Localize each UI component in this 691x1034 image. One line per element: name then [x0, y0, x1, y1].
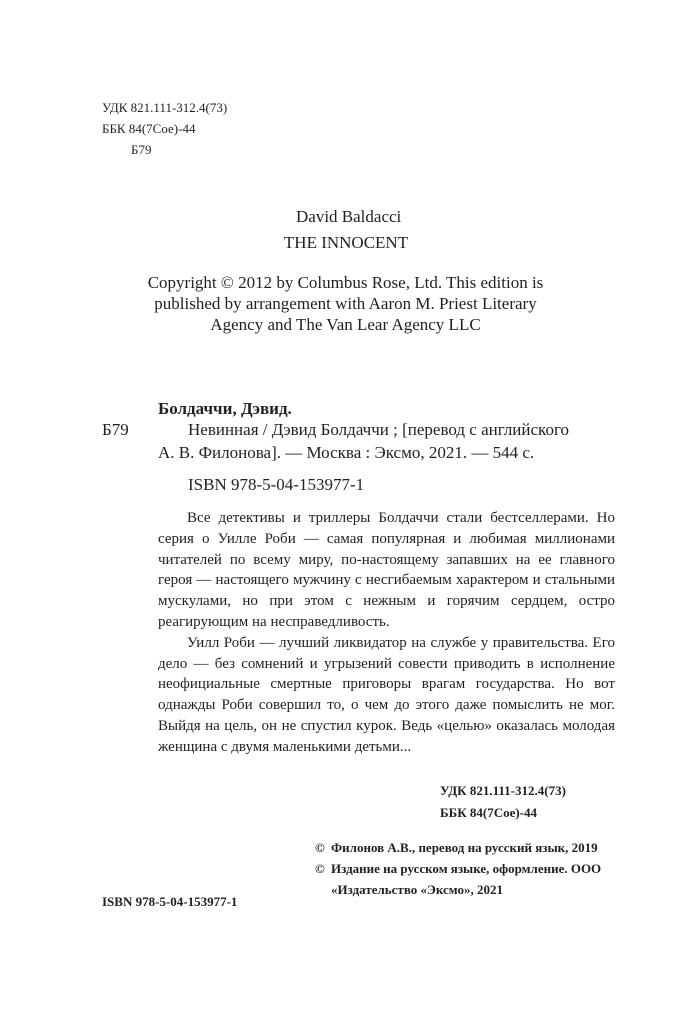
classification-codes-right — [440, 780, 566, 823]
annotation-paragraph: Уилл Роби — лучший ликвидатор на службе у правительства. Его дело — без сомнений и угрызений совести приводить в исполнение неофициальные смертные приговоры врагам государства. Но вот однажды Роби совершил то, о чем до этого даже помыслить не мог. Выйдя на цель, он не спустил курок. Ведь «целью» оказалась молодая женщина с двумя маленькими детьми... — [158, 634, 615, 755]
author-heading: Болдаччи, Дэвид. — [158, 399, 292, 418]
edition-rights-text: Издание на русском языке, оформление. ООО «Издательство «Эксмо», 2021 — [331, 861, 602, 897]
isbn-bottom: ISBN 978-5-04-153977-1 — [102, 894, 238, 909]
bib-description-line1: Невинная / Дэвид Болдаччи ; [перевод с английского — [188, 420, 569, 439]
bbk-code-right: ББК 84(7Сое)-44 — [440, 804, 538, 820]
bib-description-line2: А. В. Филонова]. — Москва : Эксмо, 2021. — 544 с. — [158, 443, 535, 462]
annotation-paragraph: Все детективы и триллеры Болдаччи стали бестселлерами. Но серия о Уилле Роби — самая популярная и любимая миллионами читателей по всему миру, по-настоящему запавших на ее главного героя — настоящего мужчину с несгибаемым характером и стальными мускулами, но при этом с нежным и горячим сердцем, остро реагирующим на несправедливость. — [158, 510, 615, 630]
classification-block — [102, 97, 227, 160]
copyright-line: published by arrangement with Aaron M. Priest Literary — [154, 294, 537, 313]
copyright-line: Agency and The Van Lear Agency LLC — [210, 315, 481, 334]
edition-rights — [315, 858, 615, 900]
original-title: THE INNOCENT — [283, 233, 409, 252]
udk-code-right: УДК 821.111-312.4(73) — [440, 783, 566, 798]
copyright-line: Copyright © 2012 by Columbus Rose, Ltd. This edition is — [147, 273, 544, 292]
bbk-code: ББК 84(7Сое)-44 — [102, 121, 196, 136]
translation-rights-text: Филонов А.В., перевод на русский язык, 2019 — [331, 840, 598, 855]
translation-rights — [315, 837, 615, 858]
rights-notices — [315, 837, 615, 900]
author-code: Б79 — [131, 142, 152, 157]
annotation — [158, 508, 615, 758]
copyright-notice — [100, 272, 591, 335]
original-author: David Baldacci — [296, 207, 402, 226]
copyright-symbol: © — [315, 861, 325, 876]
bib-isbn: ISBN 978-5-04-153977-1 — [188, 475, 365, 494]
copyright-symbol: © — [315, 840, 325, 855]
udk-code: УДК 821.111-312.4(73) — [102, 100, 228, 115]
bib-code: Б79 — [102, 420, 129, 439]
